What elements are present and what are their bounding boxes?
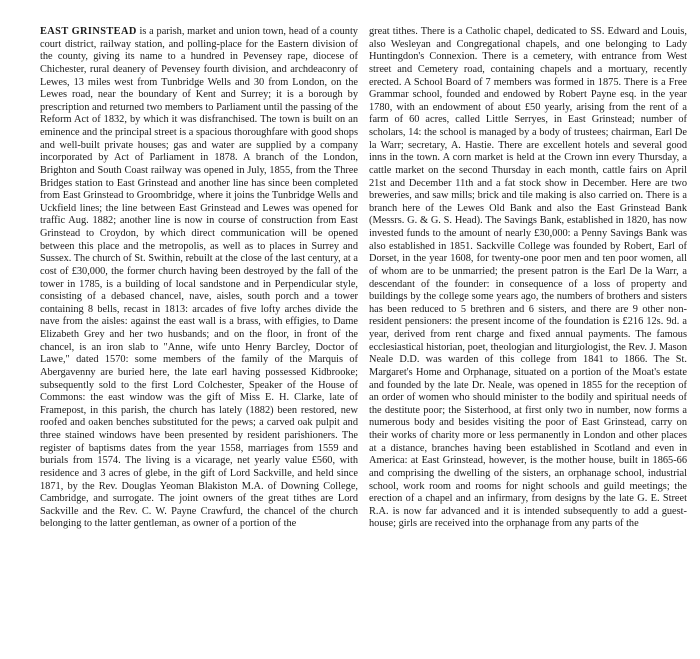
entry-paragraph	[40, 26, 358, 531]
entry-text-right: great tithes. There is a Catholic chapel, dedicated to SS. Edward and Louis, also Wesleyan and Congregational chapels, and one belonging to Lady Huntingdon's Connexion. There is a cemetery, with entrance from West street and Cemetery road, containing chapels and a mortuary, recently erected. A School Board of 7 members was formed in 1875. There is a Free Grammar school, founded and endowed by Robert Payne esq. in the year 1780, with an endowment of about £50 yearly, arising from the rent of a farm of 60 acres, called Little Serryes, in East Grinstead; number of scholars, 14: the school is managed by a body of trustees; chairman, Earl De la Warr; secretary, A. Hastie. There are excellent hotels and several good inns in the town. A corn market is held at the Crown inn every Thursday, a cattle market on the second Thursday in each month, cattle fairs on April 21st and December 11th and a fat stock show in December. Here are two breweries, and saw mills; brick and tile making is also carried on. There is a branch here of the Lewes Old Bank and also the East Grinstead Bank (Messrs. G. & G. S. Head). The Savings Bank, established in 1820, has now invested funds to the amount of nearly £30,000: a Penny Savings Bank was also established in 1851. Sackville College was founded by Robert, Earl of Dorset, in the year 1608, for twenty-one poor men and ten poor women, all of whom are to be unmarried; the present patron is the Earl De la Warr, a descendant of the founder: in consequence of a loss of property and buildings by the college some years ago, the numbers of brothers and sisters has been reduced to 5 brethren and 6 sisters, and there are 9 other non-resident pensioners: the present income of the foundation is £216 12s. 9d. a year, derived from rent charge and fixed annual payments. The famous ecclesiastical historian, poet, theologian and liturgiologist, the Rev. J. Mason Neale D.D. was warden of this college from 1841 to 1866. The St. Margaret's Home and Orphanage, situated on a portion of the Moat's estate and founded by the late Dr. Neale, was opened in 1855 for the reception of an order of women who should minister to the bodily and spiritual needs of the destitute poor; the Sisterhood, at first only two in number, now forms a numerous body and besides visiting the poor of East Grinstead, carry on their works of charity more or less permanently in London and other places at a distance, branches having been established in Scotland and even in America: at East Grinstead, however, is the mother house, built in 1865-66 and comprising the dwelling of the sisters, an orphanage school, industrial school, work room and rooms for night schools and guild meetings; the erection of a chapel and an infirmary, from designs by the late G. E. Street R.A. is now far advanced and it is intended subsequently to add a guest-house; girls are received into the orphanage from any parts of the	[369, 26, 687, 530]
text-column-left	[40, 26, 358, 659]
text-column-right	[369, 26, 687, 659]
entry-heading: EAST GRINSTEAD	[40, 26, 137, 37]
entry-paragraph-continued	[369, 26, 687, 531]
entry-text-left: is a parish, market and union town, head of a county court district, railway station, and polling-place for the Eastern division of the county, giving its name to a hundred in Pevensey rape, diocese of Chichester, rural deanery of Pevensey fourth division, and archdeaconry of Lewes, 13 miles west from Tunbridge Wells and 30 from London, on the Lewes road, near the boundary of Kent and Surrey; it is a borough by prescription and returned two members to Parliament until the passing of the Reform Act of 1832, by which it was disfranchised. The town is built on an eminence and the principal street is a spacious thoroughfare with good shops and well-built private houses; gas and water are supplied by a company incorporated by Act of Parliament in 1878. A branch of the London, Brighton and South Coast railway was opened in July, 1855, from the Three Bridges station to East Grinstead and another line has since been completed from East Grinstead to Groombridge, where it joins the Tunbridge Wells and Uckfield lines; the line between East Grinstead and Lewes was opened for traffic Aug. 1882; another line is now in course of construction from East Grinstead to Croydon, by which direct communication will be opened between this place and the metropolis, as well as to places in Surrey and Sussex. The church of St. Swithin, rebuilt at the close of the last century, at a cost of £30,000, the former church having been destroyed by the fall of the tower in 1785, is a building of local sandstone and in Perpendicular style, consisting of a debased chancel, nave, aisles, south porch and a tower containing 8 bells, recast in 1813: arcades of five lofty arches divide the nave from the aisles: against the east wall is a brass, with effigies, to Dame Elizabeth Grey and her two husbands; and on the floor, in front of the chancel, is an iron slab to "Anne, wife unto Henry Barcley, Doctor of Lawe," dated 1570: some members of the family of the Marquis of Abergavenny are buried here, the late earl having possessed Kidbrooke; subsequently sold to the first Lord Colchester, Speaker of the House of Commons: the east window was the gift of Miss E. H. Clarke, late of Framepost, in this parish, the church has lately (1882) been restored, new roofed and oaken benches substituted for the pews; a carved oak pulpit and three stained windows have been presented by resident parishioners. The register of baptisms dates from the year 1558, marriages from 1559 and burials from 1574. The living is a vicarage, net yearly value £560, with residence and 3 acres of glebe, in the gift of Lord Sackville, and held since 1871, by the Rev. Douglas Yeoman Blakiston M.A. of Downing College, Cambridge, and surrogate. The joint owners of the great tithes are Lord Sackville and the Rev. C. W. Payne Crawfurd, the chancel of the church belonging to the latter gentleman, as owner of a portion of the	[40, 26, 358, 530]
